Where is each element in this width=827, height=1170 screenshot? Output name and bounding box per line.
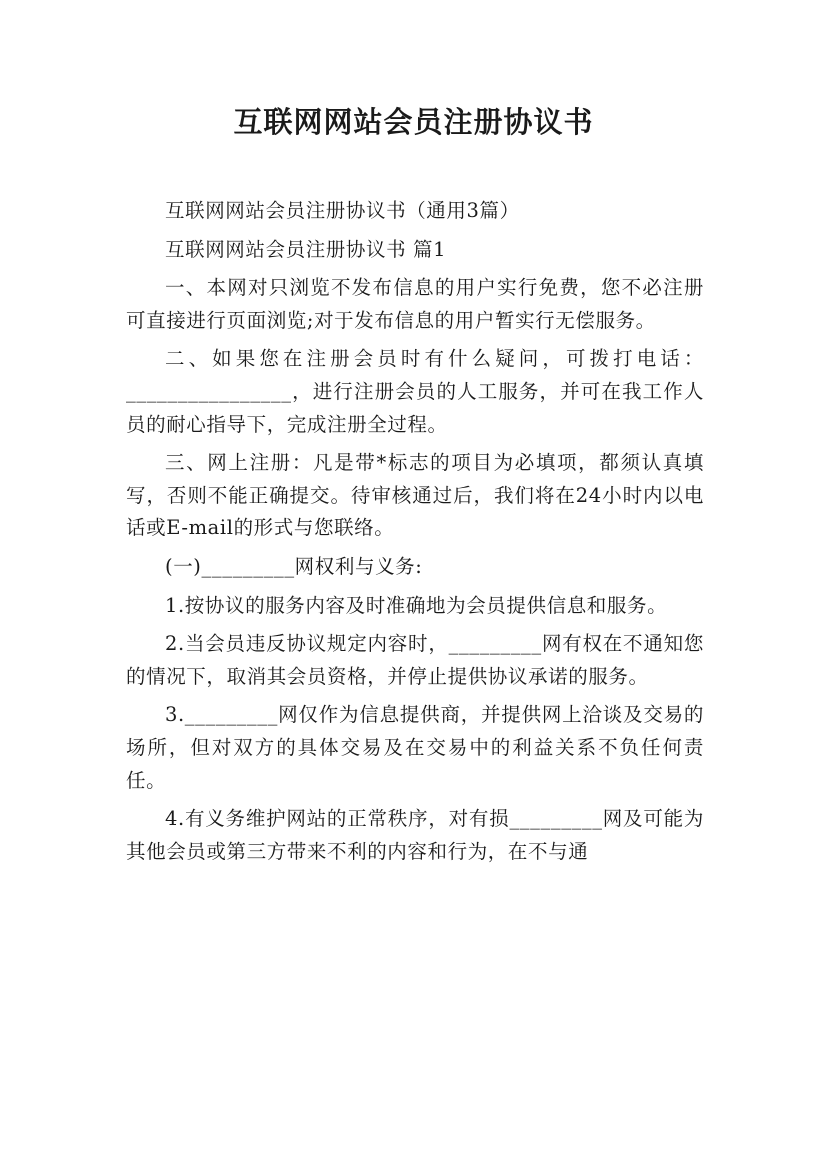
paragraph-item-3: 3._________网仅作为信息提供商，并提供网上洽谈及交易的场所，但对双方的具体交易及在交易中的利益关系不负任何责任。 — [126, 703, 704, 792]
paragraph-clause-1: 一、本网对只浏览不发布信息的用户实行免费，您不必注册可直接进行页面浏览;对于发布信息的用户暂实行无偿服务。 — [126, 276, 704, 332]
document-body — [126, 195, 704, 868]
document-title: 互联网网站会员注册协议书 — [233, 105, 594, 139]
paragraph-clause-2: 二、如果您在注册会员时有什么疑问，可拨打电话：________________，进行注册会员的人工服务，并可在我工作人员的耐心指导下，完成注册全过程。 — [126, 347, 704, 436]
paragraph-item-4: 4.有义务维护网站的正常秩序，对有损_________网及可能为其他会员或第三方带来不利的内容和行为，在不与通 — [126, 807, 704, 863]
paragraph-item-2: 2.当会员违反协议规定内容时，_________网有权在不通知您的情况下，取消其会员资格，并停止提供协议承诺的服务。 — [126, 632, 704, 688]
paragraph-rights-heading: (一)_________网权利与义务: — [165, 554, 423, 578]
paragraph-clause-3: 三、网上注册：凡是带*标志的项目为必填项，都须认真填写，否则不能正确提交。待审核通过后，我们将在24小时内以电话或E-mail的形式与您联络。 — [126, 451, 704, 540]
paragraph-subtitle: 互联网网站会员注册协议书（通用3篇） — [165, 199, 520, 222]
paragraph-section-heading: 互联网网站会员注册协议书 篇1 — [165, 237, 447, 261]
paragraph-item-1: 1.按协议的服务内容及时准确地为会员提供信息和服务。 — [165, 593, 668, 617]
